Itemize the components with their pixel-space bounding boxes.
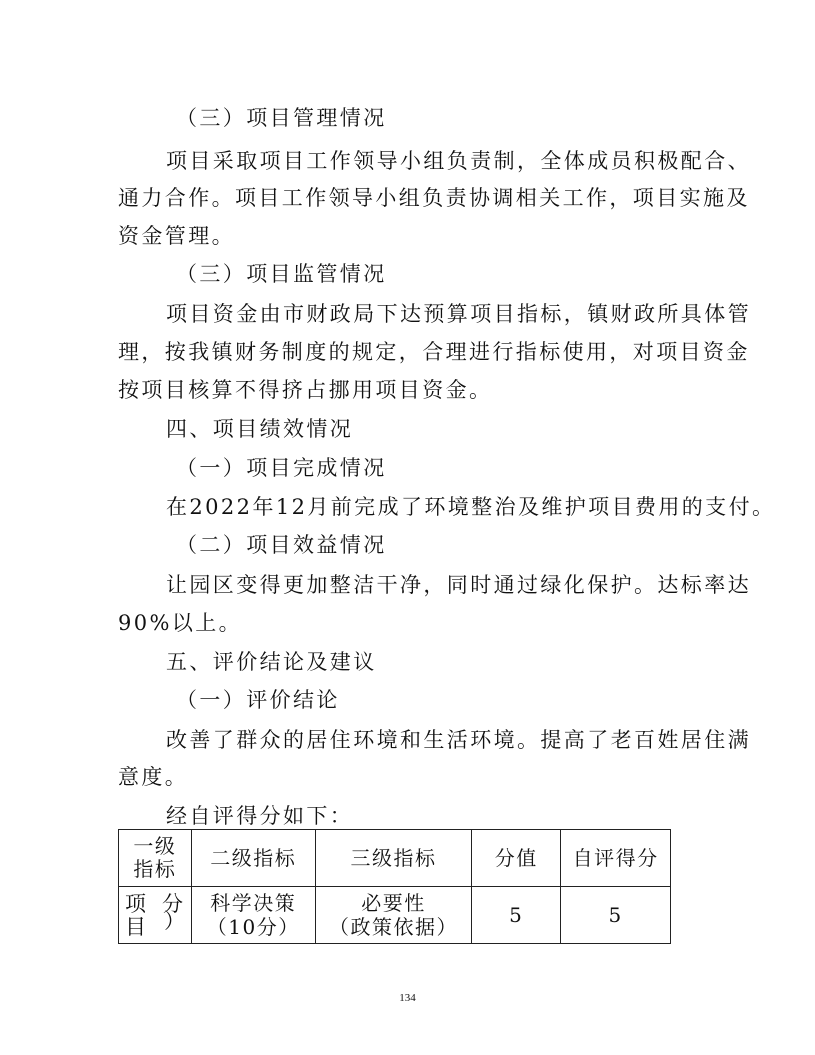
paragraph-line: 让园区变得更加整洁干净，同时通过绿化保护。达标率达 (166, 573, 751, 597)
level2-cell: 科学决策 （10分） (191, 887, 315, 944)
paragraph-line: 改善了群众的居住环境和生活环境。提高了老百姓居住满 (166, 728, 751, 752)
heading-performance: 四、项目绩效情况 (166, 417, 354, 441)
level1-cell (119, 887, 192, 944)
heading-conclusion-and-suggestions: 五、评价结论及建议 (166, 650, 377, 674)
paragraph-line: 在2022年12月前完成了环境整治及维护项目费用的支付。 (166, 495, 776, 519)
level1-fragment: ） (164, 909, 187, 933)
heading-benefits: （二）项目效益情况 (176, 533, 387, 557)
heading-completion: （一）项目完成情况 (176, 456, 387, 480)
heading-project-supervision: （三）项目监管情况 (176, 262, 387, 286)
page-number: 134 (399, 992, 416, 1004)
paragraph-line: 通力合作。项目工作领导小组负责协调相关工作，项目实施及 (118, 186, 750, 210)
level1-fragment: 项 (125, 892, 148, 916)
heading-evaluation-conclusion: （一）评价结论 (176, 688, 340, 712)
header-level3: 三级指标 (315, 830, 472, 887)
level3-cell: 必要性 （政策依据） (315, 887, 472, 944)
header-self-score: 自评得分 (561, 830, 671, 887)
header-level2: 二级指标 (191, 830, 315, 887)
table-header-row (119, 830, 671, 887)
paragraph-line: 意度。 (118, 765, 189, 789)
paragraph-line: 资金管理。 (118, 224, 235, 248)
self-score-cell: 5 (561, 887, 671, 944)
level1-fragment: 分 (162, 892, 185, 916)
header-level1: 一级 指标 (119, 830, 192, 887)
table-row (119, 887, 671, 944)
self-evaluation-table (118, 829, 671, 944)
value-cell: 5 (472, 887, 561, 944)
level1-fragment: 目 (125, 915, 148, 939)
paragraph-line: 理，按我镇财务制度的规定，合理进行指标使用，对项目资金 (118, 340, 750, 364)
paragraph-line: 项目资金由市财政局下达预算项目指标，镇财政所具体管 (166, 302, 751, 326)
paragraph-line: 90%以上。 (118, 611, 243, 635)
paragraph-line: 按项目核算不得挤占挪用项目资金。 (118, 378, 493, 402)
table-intro: 经自评得分如下： (166, 804, 354, 828)
header-value: 分值 (472, 830, 561, 887)
heading-project-management: （三）项目管理情况 (176, 106, 387, 130)
paragraph-line: 项目采取项目工作领导小组负责制，全体成员积极配合、 (166, 149, 751, 173)
